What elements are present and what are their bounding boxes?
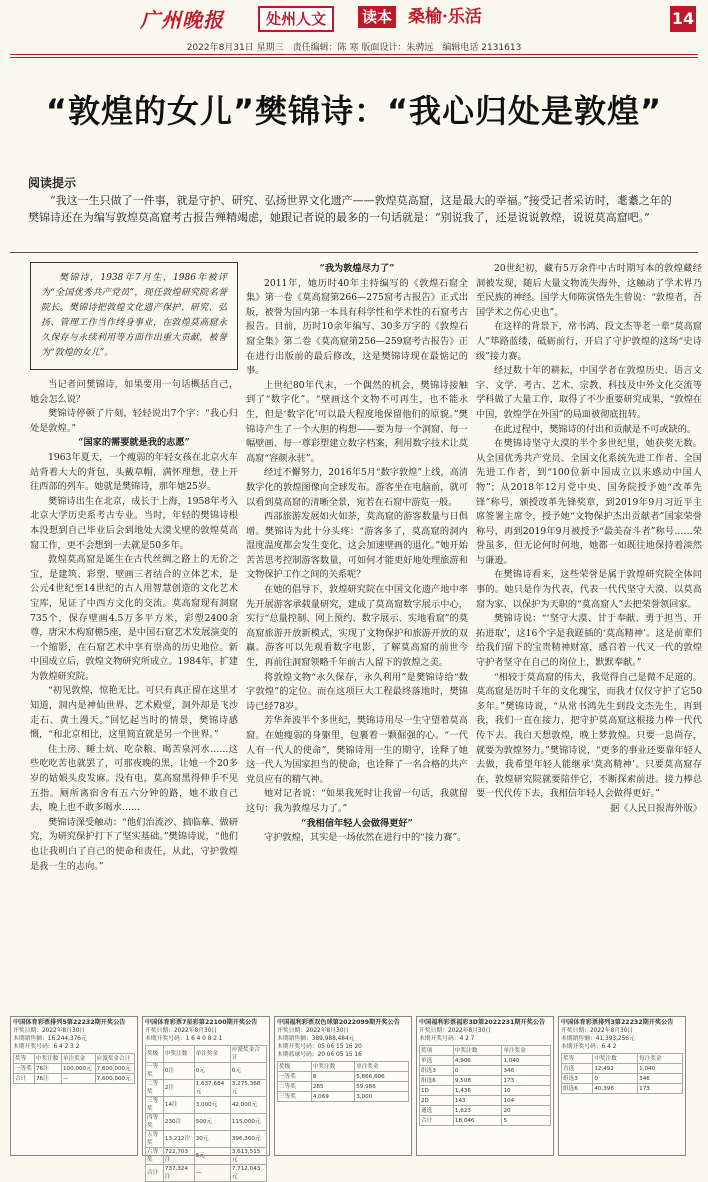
column-1: [30, 262, 238, 874]
table-cell: 42,000元: [230, 1097, 266, 1114]
paragraph: 在樊锦诗看来，这些荣誉是属于敦煌研究院全体同事的。她只是作为代表，代表一代代坚守大漠、以莫高窟为家、以保护为天职的“莫高窟人”去把荣誉领回家。: [476, 569, 702, 610]
table-cell: 76注: [35, 1064, 62, 1074]
table-cell: 9,508: [453, 1076, 502, 1086]
subheading-1: “国家的需要就是我的志愿”: [78, 437, 190, 449]
column-2b-paragraphs: [246, 831, 468, 846]
table-cell: 合计: [14, 1074, 35, 1084]
table-row: [146, 1063, 267, 1080]
table-header-cell: 单注奖金: [502, 1046, 551, 1056]
lottery-line: 本期开奖号码：05 06 15 16 20: [277, 1044, 362, 1050]
paragraph: 在此过程中，樊锦诗的付出和贡献是不可或缺的。: [494, 423, 697, 435]
table-cell: 1,623: [453, 1106, 502, 1116]
table-cell: 五等奖: [146, 1131, 164, 1148]
paragraph: 将敦煌文物“永久保存，永久利用”是樊锦诗给“数字敦煌”的定位。而在这项巨大工程最终落地时，樊锦诗已经78岁。: [246, 671, 468, 712]
paragraph: 樊锦诗停顿了片刻，轻轻说出7个字：“我心归处是敦煌。”: [30, 408, 238, 434]
table-cell: 2D: [420, 1096, 454, 1106]
guide-label: 阅读提示: [28, 176, 77, 190]
table-cell: 一等奖: [146, 1063, 164, 1080]
table-cell: 0: [593, 1074, 638, 1084]
table-cell: 三等奖: [278, 1092, 312, 1102]
table-row: [146, 1131, 267, 1148]
table-cell: 7,600,000元: [95, 1064, 134, 1074]
paragraph: “初见敦煌，惊艳无比。可只有真正留在这里才知道，洞内是神仙世界、艺术殿堂，洞外却是飞沙走石、黄土漫天。”回忆起当时的情景，樊锦诗感慨，“和北京相比，这里简直就是另一个世界。”: [30, 685, 238, 741]
paragraph: 上世纪80年代末，一个偶然的机会，樊锦诗接触到了“数字化”。“壁画这个文物不可再生，也不能永生，但是‘数字化’可以最大程度地保留他们的原貌。”樊锦诗产生了一个大胆的构想——要为每一个洞窟、每一幅壁画、每一尊彩塑建立数字档案，利用数字技术让莫高窟“容颜永驻”。: [246, 379, 468, 464]
table-row: [420, 1106, 551, 1116]
table-header-cell: 中奖注数: [453, 1046, 502, 1056]
table-header-cell: 单注奖金: [355, 1062, 409, 1072]
table-cell: 二等奖: [278, 1082, 312, 1092]
intro-text: 樊锦诗，1938年7月生，1986年被评为“全国优秀共产党员”，现任敦煌研究院名誉院长。樊锦诗把敦煌文化遗产保护、研究、弘扬、管理工作当作终身事业，在敦煌莫高窟永久保存与永续利用等方面作出重大贡献，被誉为“敦煌的女儿”。: [41, 273, 227, 358]
paragraph: 樊锦诗出生在北京，成长于上海，1958年考入北京大学历史系考古专业。当时，年轻的樊锦诗根本没想到自己毕业后会到地处大漠戈壁的敦煌莫高窟工作，更不会想到一去就是50多年。: [30, 495, 238, 551]
paragraph: 在她的倡导下，敦煌研究院在中国文化遗产地中率先开展游客承载量研究，建成了莫高窟数字展示中心，实行“总量控制、网上预约、数字展示、实地看窟”的莫高窟旅游开放新模式，实现了文物保护和旅游开放的双赢。游客可以先观看数字电影，了解莫高窟的前世今生，再前往洞窟领略千年前古人留下的敦煌之美。: [246, 584, 468, 669]
table-cell: 5,866,606: [355, 1072, 409, 1082]
section-box-a: 处州人文: [258, 6, 334, 32]
section-divider: [10, 252, 698, 253]
header-rule-thin: [10, 57, 698, 58]
table-header-cell: 应派奖金合计: [95, 1054, 134, 1064]
table-cell: 10: [502, 1086, 551, 1096]
lottery-notice: [10, 1016, 138, 1156]
table-cell: 直选: [562, 1064, 593, 1074]
table-cell: 30元: [194, 1131, 230, 1148]
table-cell: 1,436: [453, 1086, 502, 1096]
lottery-line: 开奖日期：2022年8月30日: [13, 1028, 86, 1034]
lottery-line: 开奖日期：2022年8月30日: [145, 1028, 218, 1034]
table-cell: 13,212注: [163, 1131, 194, 1148]
table-row: [278, 1072, 409, 1082]
paragraph: 守护敦煌，其实是一场依然在进行中的“接力赛”。: [264, 832, 467, 844]
table-cell: 346: [638, 1074, 683, 1084]
table-cell: 104: [502, 1096, 551, 1106]
lottery-line: 开奖日期：2022年8月30日: [419, 1028, 492, 1034]
lottery-table: [419, 1045, 551, 1126]
table-row: [146, 1165, 267, 1182]
lottery-title: 中国体育彩票排列3第22232期开奖公告: [561, 1019, 674, 1026]
table-cell: 18,046: [453, 1116, 502, 1126]
paragraph: 经过不懈努力，2016年5月“数字敦煌”上线，高清数字化的敦煌图像向全球发布。游客坐在电脑前，就可以看到莫高窟的清晰全景，宛若在石窟中游览一般。: [246, 467, 468, 508]
table-cell: 组选6: [420, 1076, 454, 1086]
lottery-table: [13, 1053, 135, 1084]
column-3: [476, 262, 702, 817]
table-cell: 173: [638, 1084, 683, 1094]
paragraph: 当记者问樊锦诗，如果要用一句话概括自己，她会怎么说？: [30, 379, 238, 405]
lottery-line: 开奖日期：2022年8月30日: [561, 1028, 634, 1034]
table-row: [420, 1096, 551, 1106]
table-cell: 115,000元: [230, 1114, 266, 1131]
table-cell: 0元: [194, 1063, 230, 1080]
lottery-notice: [274, 1016, 412, 1156]
column-1b-paragraphs: [30, 451, 238, 874]
table-cell: 组选3: [420, 1066, 454, 1076]
table-cell: 40,396: [593, 1084, 638, 1094]
table-cell: 59,986: [355, 1082, 409, 1092]
table-cell: 173: [502, 1076, 551, 1086]
lottery-notice: [558, 1016, 686, 1156]
column-3-paragraphs: [476, 262, 702, 802]
table-cell: —: [194, 1165, 230, 1182]
column-2: [246, 262, 468, 846]
lottery-line: 本期销售额：41,393,256元: [561, 1036, 635, 1042]
table-cell: 7,600,000元: [95, 1074, 134, 1084]
table-cell: 1,637,684元: [194, 1080, 230, 1097]
table-row: [562, 1074, 683, 1084]
headline: “敦煌的女儿”樊锦诗：“我心归处是敦煌”: [45, 92, 663, 130]
paragraph: 樊锦诗说：“‘坚守大漠、甘于奉献、勇于担当、开拓进取’，这16个字是我蹉插的‘莫高精神’。这是前辈们给我们留下的宝贵精神财富，感召着一代又一代的敦煌守护者坚守在自己的岗位上，默默奉献。”: [476, 613, 702, 669]
table-header-cell: 每注奖金: [638, 1054, 683, 1064]
table-row: [146, 1114, 267, 1131]
table-cell: 5: [502, 1116, 551, 1126]
table-cell: 3,613,515元: [230, 1148, 266, 1165]
table-row: [146, 1097, 267, 1114]
table-cell: 三等奖: [146, 1097, 164, 1114]
section-box-b: 读本: [358, 6, 396, 28]
lottery-title: 中国福利彩票双色球第2022099期开奖公告: [277, 1019, 400, 1026]
lottery-title: 中国体育彩票7星彩第22100期开奖公告: [145, 1019, 258, 1026]
table-cell: 合计: [420, 1116, 454, 1126]
lottery-notice: [416, 1016, 554, 1156]
paragraph: 经过数十年的耕耘，中国学者在敦煌历史、语言文字、文学、考古、艺术、宗教、科技及中外文化交流等学科做了大量工作，取得了不少重要研究成果，“敦煌在中国，敦煌学在外国”的局面被彻底扭转。: [476, 365, 702, 420]
table-header-cell: 单注奖金: [61, 1054, 95, 1064]
lottery-line: 开奖日期：2022年8月30日: [277, 1028, 350, 1034]
table-cell: 1,040: [638, 1064, 683, 1074]
table-header-cell: 奖项: [420, 1046, 454, 1056]
table-cell: 100,000元: [61, 1064, 95, 1074]
lottery-line: 本期销售额：389,988,484元: [277, 1036, 355, 1042]
table-cell: 0元: [230, 1063, 266, 1080]
lottery-line: 本期开奖号码：6 4 2: [561, 1044, 617, 1050]
table-cell: 722,703注: [163, 1148, 194, 1165]
guide-text: “我这一生只做了一件事，就是守护、研究、弘扬世界文化遗产——敦煌莫高窟，这是最大的幸福。”接受记者采访时，耄耋之年的樊锦诗还在为编写敦煌莫高窟考古报告殚精竭虑，她跟记者说的最多的一句话就是：“别说我了，还是说说敦煌，说说莫高窟吧。”: [28, 194, 672, 224]
table-row: [278, 1082, 409, 1092]
lottery-table: [277, 1061, 409, 1102]
table-cell: 285: [311, 1082, 354, 1092]
table-cell: 单选: [420, 1056, 454, 1066]
table-row: [420, 1066, 551, 1076]
table-header-cell: 奖级: [146, 1046, 164, 1063]
lottery-announcements: [10, 1016, 698, 1180]
table-cell: 20: [502, 1106, 551, 1116]
page-header: [0, 0, 708, 32]
table-row: [562, 1084, 683, 1094]
paragraph: 樊锦诗深受触动：“他们治流沙、搞临摹、做研究，为研究保护打下了坚实基础。”樊锦诗说，“他们也让我明白了自己的使命和责任，从此，守护敦煌是我一生的志向。”: [30, 816, 238, 872]
table-cell: 396,360元: [230, 1131, 266, 1148]
section-name: 桑榆·乐活: [408, 7, 482, 27]
table-cell: 通选: [420, 1106, 454, 1116]
subheading-2: “我为敦煌尽力了”: [319, 263, 395, 274]
table-cell: 合计: [146, 1165, 164, 1182]
table-row: [278, 1092, 409, 1102]
lottery-table: [145, 1045, 267, 1182]
paragraph: 芳华奔波半个多世纪，樊锦诗用尽一生守望着莫高窟。在她瘦弱的身躯里，包裹着一颗倔强的心。“一代人有一代人的使命”，樊锦诗用一生的期守，诠释了她这一代人为国家担当的使命，也诠释了一名合格的共产党员应有的精气神。: [246, 715, 468, 785]
paragraph: 在樊锦诗坚守大漠的半个多世纪里，她获奖无数。从全国优秀共产党员、全国文化系统先进工作者、全国先进工作者，到“100位新中国成立以来感动中国人物”；从2018年12月党中央、国务院授予她“改革先锋”称号，颁授改革先锋奖章，到2019年9月习近平主席签署主席令，授予她“文物保护杰出贡献者”国家荣誉称号，再到2019年9月被授予“最美奋斗者”称号……荣誉虽多，但无论何时何地，她都一如既往地保持着淡然与谦逊。: [476, 438, 702, 566]
lottery-table: [561, 1053, 683, 1094]
table-cell: 3,000元: [194, 1097, 230, 1114]
table-row: [14, 1064, 135, 1074]
header-rule: [10, 54, 698, 55]
source-credit: 据《人民日报海外版》: [610, 802, 702, 814]
table-cell: 5元: [194, 1148, 230, 1165]
table-cell: 1D: [420, 1086, 454, 1096]
table-row: [146, 1080, 267, 1097]
table-cell: 0注: [163, 1063, 194, 1080]
table-cell: 7,712,043元: [230, 1165, 266, 1182]
paragraph: 西部旅游发展如火如荼，莫高窟的游客数量与日俱增。樊锦诗为此十分头疼：“游客多了，莫高窟的洞内湿度温度都会发生变化，这会加速壁画的退化。”她开始苦苦思考控制游客数量，可如何才能更好地处理旅游和文物保护工作之间的关系呢？: [246, 511, 468, 581]
table-row: [14, 1074, 135, 1084]
table-header-cell: 应派奖金合计: [230, 1046, 266, 1063]
table-cell: 230注: [163, 1114, 194, 1131]
lottery-line: 本期开奖号码：1 6 4 0 8 2 1: [145, 1036, 223, 1042]
table-row: [420, 1056, 551, 1066]
paragraph: 住土房、睡土炕、吃杂粮、喝苦泉河水……这些吃吃苦也就罢了，可那夜晚的黑，让她一个20多岁的姑娘头皮发麻。没有电，莫高窟黑得伸手不见五指。厕所离宿舍有五六分钟的路，她不敢自己去，晚上也不敢多喝水……: [30, 743, 238, 814]
table-cell: 76注: [35, 1074, 62, 1084]
table-cell: 一等奖: [14, 1064, 35, 1074]
table-cell: 346: [502, 1066, 551, 1076]
table-header-cell: 中奖注数: [593, 1054, 638, 1064]
table-row: [146, 1148, 267, 1165]
lottery-line: 本期开奖号码：6 4 2 3 2: [13, 1044, 80, 1050]
paragraph: 20世纪初，藏有5万余件中古时期写本的敦煌藏经洞被发现，随后大量文物流失海外，这触动了学术界乃至民族的神经。国学大师陈寅恪先生曾说：“敦煌者，吾国学术之伤心史也”。: [476, 263, 702, 318]
paragraph: “相较于莫高窟的伟大，我觉得自己是微不足道的。莫高窟是历时千年的文化瑰宝，而我才仅仅守护了它50多年。”樊锦诗说，“从常书鸿先生到段文杰先生，再到我，我们一直在接力，把守护莫高窟这根接力棒一代代传下去。我白天想敦煌，晚上梦敦煌。只要一息尚存，就要为敦煌努力。”樊锦诗说，“更多的事业还要靠年轻人去做，我希望年轻人能继承‘莫高精神’。只要莫高窟存在，敦煌研究院就要陪伴它，不断探索前进。接力棒总要一代代传下去，我相信年轻人会做得更好。”: [476, 671, 702, 800]
table-row: [562, 1064, 683, 1074]
table-header-cell: 奖级: [278, 1062, 312, 1072]
lottery-title: 中国体育彩票排列5第22232期开奖公告: [13, 1019, 126, 1026]
table-cell: 组选6: [562, 1084, 593, 1094]
table-cell: 六等奖: [146, 1148, 164, 1165]
table-header-cell: 中奖注数: [311, 1062, 354, 1072]
dateline: 2022年8月31日 星期三 责任编辑：陈 寒 版面设计：朱骋远 编辑电话 2131613: [186, 43, 522, 53]
table-header-cell: 中奖注数: [35, 1054, 62, 1064]
table-cell: 3,275,368元: [230, 1080, 266, 1097]
table-header-cell: 奖等: [562, 1054, 593, 1064]
masthead: 广州晚报: [140, 8, 224, 32]
lottery-line: 本期开奖号码：4 2 7: [419, 1036, 475, 1042]
column-2-paragraphs: [246, 277, 468, 817]
paragraph: 2011年，她历时40年主持编写的《敦煌石窟全集》第一卷《莫高窟第266—275窟考古报告》正式出版，被誉为国内第一本具有科学性和学术性的石窟考古报告。目前，历时10余年编写、30多万字的《敦煌石窟全集》第二卷《莫高窟第256—259窟考古报告》正在进行出版前的最后修改，这是樊锦诗现在最惦记的事。: [246, 277, 468, 377]
table-cell: 4,069: [311, 1092, 354, 1102]
table-cell: 1,040: [502, 1056, 551, 1066]
table-cell: 8: [311, 1072, 354, 1082]
table-row: [420, 1086, 551, 1096]
paragraph: 在这样的背景下，常书鸿、段文杰等老一辈“莫高窟人”筚路蓝缕，砥砺前行，开启了守护敦煌的这场“史诗级”接力赛。: [476, 321, 702, 362]
table-cell: 一等奖: [278, 1072, 312, 1082]
table-header-cell: 中奖注数: [163, 1046, 194, 1063]
column-1-paragraphs: [30, 378, 238, 436]
table-header-cell: 奖等: [14, 1054, 35, 1064]
table-cell: 0: [453, 1066, 502, 1076]
table-cell: 2注: [163, 1080, 194, 1097]
table-header-cell: 单注奖金: [194, 1046, 230, 1063]
intro-box: [30, 262, 238, 370]
table-cell: 14注: [163, 1097, 194, 1114]
table-cell: 12,492: [593, 1064, 638, 1074]
table-cell: 737,324注: [163, 1165, 194, 1182]
paragraph: 她对记者说：“如果我死时让我留一句话，我就留这句：我为敦煌尽力了。”: [246, 788, 468, 814]
lottery-title: 中国福利彩票福彩3D第2022231期开奖公告: [419, 1019, 546, 1026]
table-cell: 500元: [194, 1114, 230, 1131]
table-cell: —: [61, 1074, 95, 1084]
lottery-notice: [142, 1016, 270, 1180]
table-cell: 组选3: [562, 1074, 593, 1084]
page-number: 14: [670, 6, 696, 32]
table-row: [420, 1076, 551, 1086]
table-cell: 二等奖: [146, 1080, 164, 1097]
table-row: [420, 1116, 551, 1126]
paragraph: 1963年夏天，一个瘦弱的年轻女孩在北京火车站背着大大的背包，头戴草帽，满怀理想，登上开往西部的列车。她就是樊锦诗，那年她25岁。: [30, 451, 238, 493]
subheading-3: “我相信年轻人会做得更好”: [301, 817, 413, 829]
paragraph: 敦煌莫高窟是诞生在古代丝绸之路上的无价之宝，是建筑、彩塑、壁画三者结合的立体艺术，是公元4世纪至14世纪的古人用智慧创造的文化艺术宝库，见证了中西方文化的交流。莫高窟现有洞窟735个，保存壁画4.5万多平方米，彩塑2400余尊，唐宋木构窟檐5座，是中国石窟艺术发展演变的一个缩影，在石窟艺术中享有崇高的历史地位。新中国成立后，敦煌文物研究所成立。1984年，扩建为敦煌研究院。: [30, 554, 238, 682]
table-cell: 4,906: [453, 1056, 502, 1066]
lottery-line: 本期蓝球号码：20 06 05 15 16: [277, 1052, 362, 1058]
table-cell: 四等奖: [146, 1114, 164, 1131]
table-cell: 3,000: [355, 1092, 409, 1102]
table-cell: 143: [453, 1096, 502, 1106]
lottery-line: 本期销售额：16,244,376元: [13, 1036, 87, 1042]
